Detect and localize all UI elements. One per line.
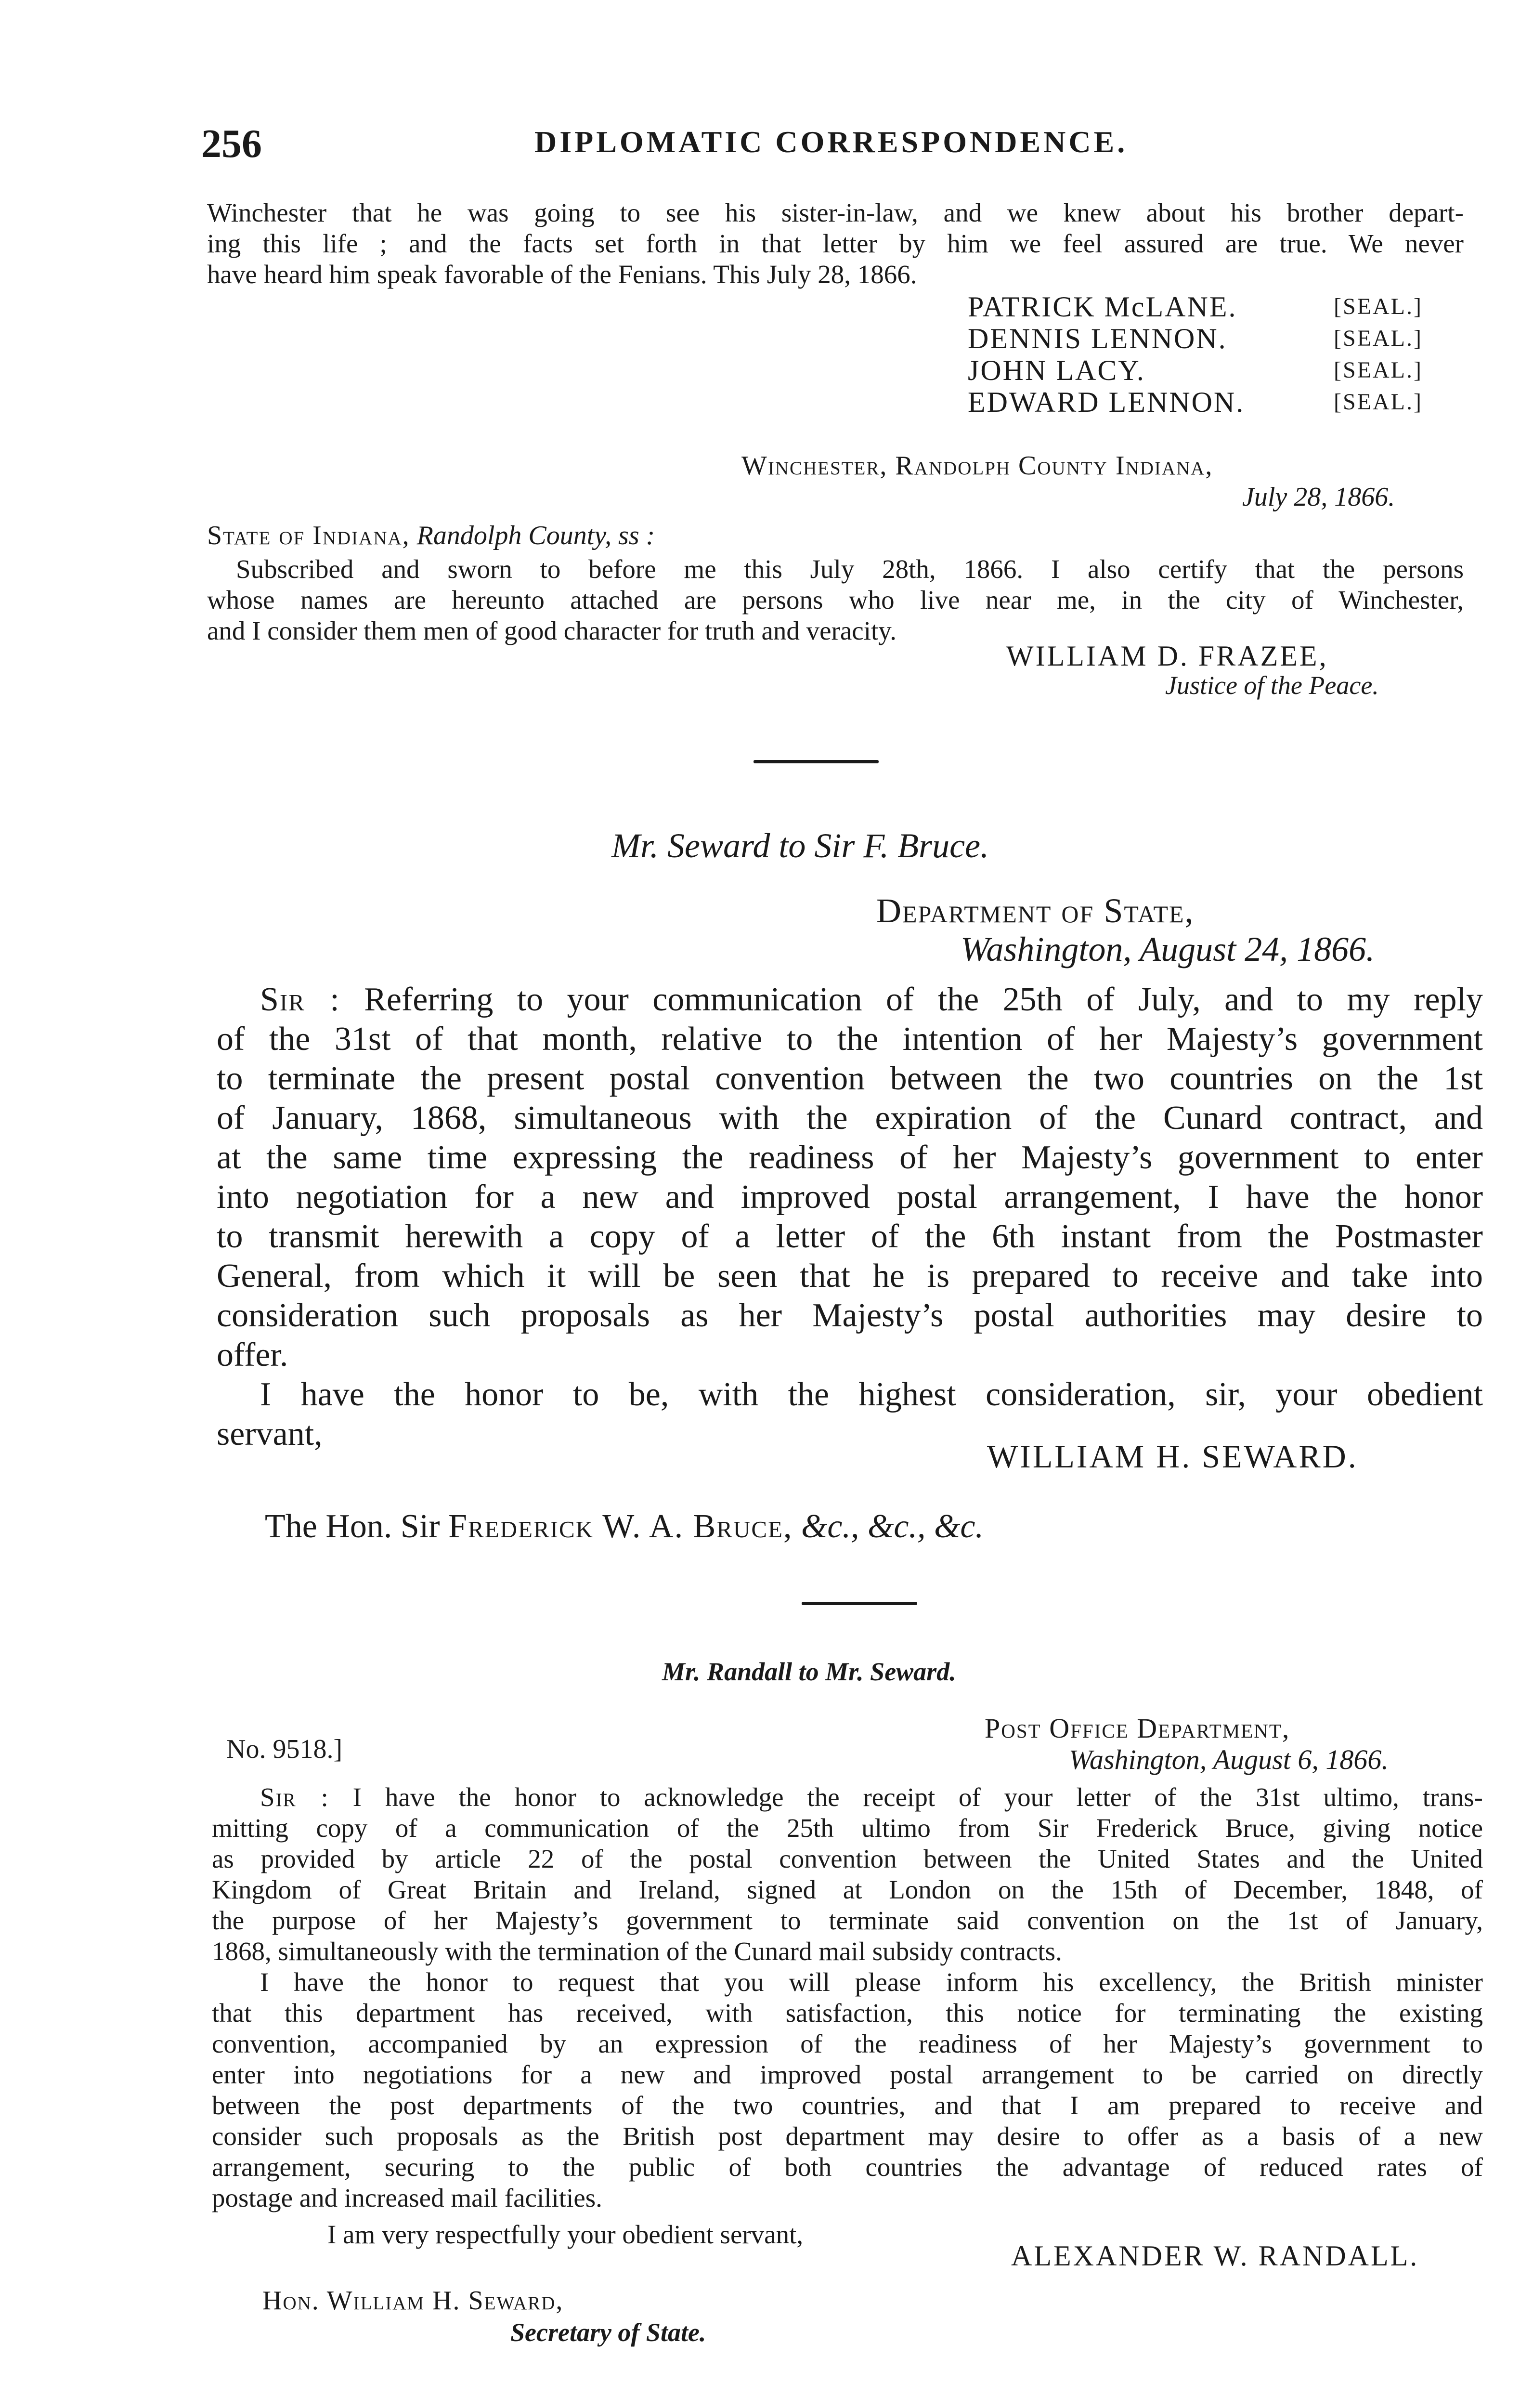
- letter2-addressee-title: Secretary of State.: [510, 2318, 706, 2347]
- letter2-department: Post Office Department,: [985, 1713, 1290, 1744]
- letter1-line: [217, 980, 1483, 1020]
- letter2-line: the purpose of her Majesty’s government to terminate said convention on the 1st of January,: [212, 1906, 1483, 1935]
- letter1-place-date: Washington, August 24, 1866.: [961, 930, 1375, 968]
- letter1-line: at the same time expressing the readiness of her Majesty’s government to enter: [217, 1139, 1483, 1176]
- justice-name: WILLIAM D. FRAZEE,: [1006, 640, 1328, 672]
- letter1-line: of January, 1868, simultaneous with the expiration of the Cunard contract, and: [217, 1099, 1483, 1137]
- jurat-text: [207, 554, 1464, 646]
- jurat-line: Subscribed and sworn to before me this July 28th, 1866. I also certify that the persons: [236, 554, 1464, 584]
- letter1-closing-line: I have the honor to be, with the highest consideration, sir, your obedient: [260, 1376, 1483, 1413]
- letter2-line: convention, accompanied by an expression of the readiness of her Majesty’s government to: [212, 2029, 1483, 2058]
- signer-name: PATRICK McLANE.: [968, 291, 1237, 323]
- seal-mark: [SEAL.]: [1334, 389, 1423, 415]
- signer-row: [968, 354, 1423, 386]
- letter2-line: enter into negotiations for a new and improved postal arrangement to be carried on directly: [212, 2060, 1483, 2089]
- signer-row: [968, 291, 1423, 323]
- letter1-salutation: Sir :: [260, 981, 340, 1018]
- section-divider: [802, 1602, 917, 1605]
- letter1-addressee: [265, 1507, 984, 1546]
- section-divider: [754, 760, 879, 763]
- jurat-line: whose names are hereunto attached are persons who live near me, in the city of Winchester,: [207, 585, 1464, 615]
- letter1-line: to terminate the present postal convention between the two countries on the 1st: [217, 1060, 1483, 1097]
- letter1-department: Department of State,: [876, 891, 1195, 930]
- seal-mark: [SEAL.]: [1334, 294, 1423, 319]
- letter1-line: General, from which it will be seen that he is prepared to receive and take into: [217, 1257, 1483, 1295]
- letter1-line: offer.: [217, 1336, 288, 1374]
- letter1-body: [217, 980, 1483, 1454]
- letter1-line-text: Referring to your communication of the 25th of July, and to my reply: [364, 981, 1483, 1018]
- justice-title: Justice of the Peace.: [1165, 671, 1379, 700]
- letter2-line: mitting copy of a communication of the 25th ultimo from Sir Frederick Bruce, giving notice: [212, 1813, 1483, 1843]
- signer-name: JOHN LACY.: [968, 354, 1145, 386]
- letter1-heading: Mr. Seward to Sir F. Bruce.: [611, 826, 989, 865]
- letter2-line: I have the honor to request that you will please inform his excellency, the British minister: [260, 1967, 1483, 1997]
- letter2-salutation: Sir :: [260, 1782, 329, 1812]
- letter2-line: as provided by article 22 of the postal convention between the United States and the United: [212, 1844, 1483, 1873]
- letter2-line: postage and increased mail facilities.: [212, 2183, 602, 2212]
- signer-name: EDWARD LENNON.: [968, 386, 1245, 418]
- letter1-closing-line: servant,: [217, 1415, 323, 1453]
- venue-line: [207, 520, 655, 551]
- signer-name: DENNIS LENNON.: [968, 323, 1227, 354]
- letter2-line: [212, 1782, 1483, 1813]
- affidavit-place: Winchester, Randolph County Indiana,: [741, 451, 1213, 481]
- signer-row: [968, 323, 1423, 354]
- affidavit-line: Winchester that he was going to see his sister-in-law, and we knew about his brother depart-: [207, 198, 1464, 227]
- affidavit-line: have heard him speak favorable of the Fenians. This July 28, 1866.: [207, 260, 917, 289]
- letter2-line: arrangement, securing to the public of both countries the advantage of reduced rates of: [212, 2152, 1483, 2182]
- letter1-signature: WILLIAM H. SEWARD.: [987, 1438, 1358, 1475]
- addressee-prefix: The Hon. Sir: [265, 1508, 440, 1545]
- letter2-para1: [212, 1782, 1483, 1967]
- letter2-heading: Mr. Randall to Mr. Seward.: [662, 1657, 956, 1686]
- affidavit-text: [207, 197, 1464, 290]
- letter2-place-date: Washington, August 6, 1866.: [1069, 1744, 1389, 1775]
- letter2-para2: [212, 1967, 1483, 2213]
- venue-county: Randolph County, ss :: [416, 521, 655, 550]
- affidavit-line: ing this life ; and the facts set forth in that letter by him we feel assured are true. We never: [207, 229, 1464, 258]
- letter2-line-text: I have the honor to acknowledge the receipt of your letter of the 31st ultimo, trans-: [352, 1782, 1483, 1812]
- signer-row: [968, 386, 1423, 418]
- letter2-line: consider such proposals as the British post department may desire to offer as a basis of a new: [212, 2121, 1483, 2151]
- letter2-signature: ALEXANDER W. RANDALL.: [1011, 2240, 1419, 2272]
- letter1-line: of the 31st of that month, relative to the intention of her Majesty’s government: [217, 1021, 1483, 1058]
- letter1-line: to transmit herewith a copy of a letter of the 6th instant from the Postmaster: [217, 1218, 1483, 1255]
- seal-mark: [SEAL.]: [1334, 326, 1423, 351]
- letter1-line: into negotiation for a new and improved postal arrangement, I have the honor: [217, 1178, 1483, 1216]
- addressee-name: Frederick W. A. Bruce,: [448, 1508, 793, 1545]
- letter2-line: that this department has received, with satisfaction, this notice for terminating the existing: [212, 1998, 1483, 2028]
- letter2-number: No. 9518.]: [226, 1734, 343, 1764]
- letter2-line: between the post departments of the two countries, and that I am prepared to receive and: [212, 2091, 1483, 2120]
- addressee-suffix: &c., &c., &c.: [801, 1508, 984, 1545]
- letter2-line: 1868, simultaneously with the termination of the Cunard mail subsidy contracts.: [212, 1937, 1062, 1966]
- addressee-name: Hon. William H. Seward,: [262, 2286, 564, 2316]
- letter2-addressee: [262, 2285, 563, 2316]
- letter1-line: consideration such proposals as her Majesty’s postal authorities may desire to: [217, 1297, 1483, 1334]
- signers-block: [968, 291, 1423, 418]
- letter2-closing: I am very respectfully your obedient servant,: [327, 2220, 804, 2249]
- letter2-line: Kingdom of Great Britain and Ireland, signed at London on the 15th of December, 1848, of: [212, 1875, 1483, 1904]
- affidavit-date: July 28, 1866.: [1242, 482, 1395, 512]
- jurat-line: and I consider them men of good character for truth and veracity.: [207, 616, 896, 645]
- running-head: DIPLOMATIC CORRESPONDENCE.: [534, 125, 1128, 159]
- seal-mark: [SEAL.]: [1334, 357, 1423, 383]
- venue-state: State of Indiana,: [207, 521, 410, 550]
- page-number: 256: [201, 121, 262, 166]
